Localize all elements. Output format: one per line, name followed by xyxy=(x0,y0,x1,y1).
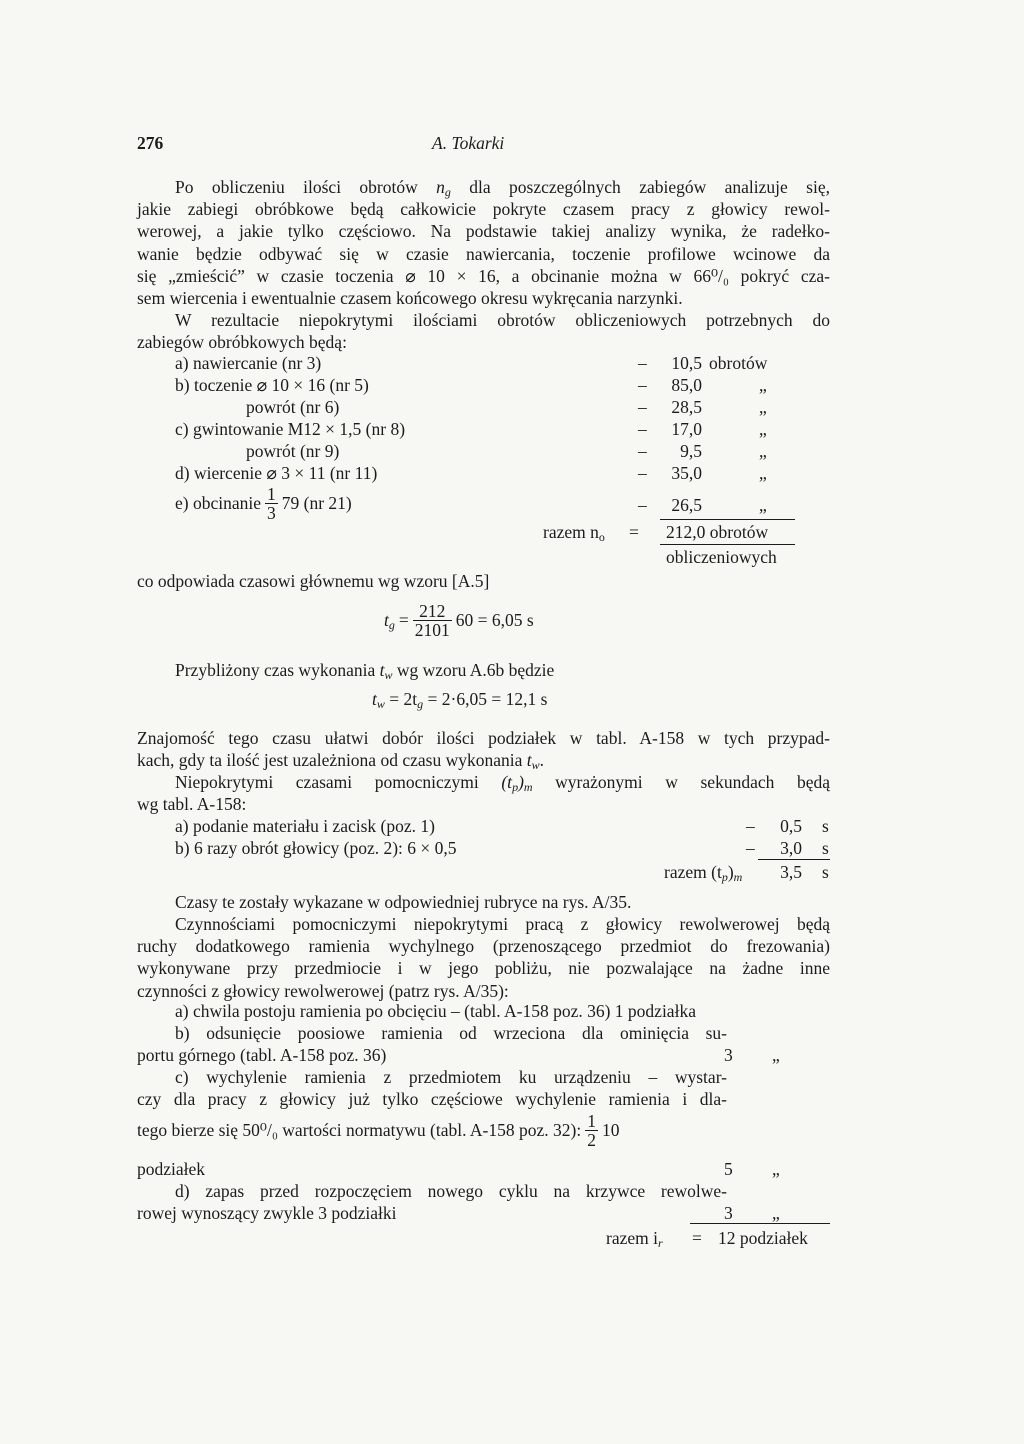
text-line: wykonywane przy przedmiocie i w jego pobliżu, nie pozwalające na żadne inne xyxy=(137,958,830,979)
sum-value: 12 podziałek xyxy=(718,1228,808,1248)
dash: – xyxy=(638,375,647,395)
formula-rest: = 2·6,05 = 12,1 s xyxy=(427,689,548,709)
list-item-label: powrót (nr 6) xyxy=(246,397,340,417)
math-symbol xyxy=(372,689,385,709)
formula-rest: 60 = 6,05 s xyxy=(455,610,534,631)
ditto-mark: „ xyxy=(759,419,767,439)
subscript: g xyxy=(417,697,424,711)
label-text: e) obcinanie xyxy=(175,493,261,514)
sum-label xyxy=(606,1227,663,1249)
dash: – xyxy=(638,397,647,417)
list-item-c-line1: c) wychylenie ramienia z przedmiotem ku urządzeniu – wystar- xyxy=(175,1067,727,1087)
text-line xyxy=(137,176,830,198)
fraction xyxy=(413,602,452,639)
paragraph-2 xyxy=(137,309,830,353)
unit: s xyxy=(822,862,829,882)
paragraph-7: Czasy te zostały wykazane w odpowiedniej rubryce na rys. A/35. xyxy=(175,892,632,912)
label-text: 79 (nr 21) xyxy=(281,493,352,514)
sum-value-unit: obliczeniowych xyxy=(666,547,777,567)
formula-main-time xyxy=(384,602,534,639)
value: 10,5 xyxy=(671,353,702,373)
value: 26,5 xyxy=(671,495,702,515)
list-item-label: a) podanie materiału i zacisk (poz. 1) xyxy=(175,816,435,836)
list-item-label: d) wiercenie ⌀ 3 × 11 (nr 11) xyxy=(175,463,378,483)
text-fragment: Po obliczeniu ilości obrotów xyxy=(175,177,437,197)
page-number: 276 xyxy=(137,133,164,153)
list-item-label xyxy=(175,485,352,522)
ditto-mark: „ xyxy=(772,1045,780,1065)
sum-label xyxy=(543,521,605,543)
subscript: m xyxy=(733,870,743,884)
label-text: razem n xyxy=(543,522,599,542)
sum-rule xyxy=(758,859,830,860)
list-item-c-line2: czy dla pracy z głowicy już tylko częściowe wychylenie ramienia i dla- xyxy=(137,1089,727,1109)
math-symbol: $t_w$ xyxy=(526,750,540,773)
list-item-b-line2: portu górnego (tabl. A-158 poz. 36) xyxy=(137,1045,387,1065)
text-line: sem wiercenia i ewentualnie czasem końcowego okresu wykręcania narzynki. xyxy=(137,288,683,309)
text-line: czynności z głowicy rewolwerowej (patrz rys. A/35): xyxy=(137,980,509,1001)
fraction-numerator: 1 xyxy=(587,1111,596,1131)
value: 9,5 xyxy=(680,441,702,461)
list-item-label: powrót (nr 9) xyxy=(246,441,340,461)
math-symbol xyxy=(384,609,395,631)
math-symbol: $(t_p)_m$ xyxy=(501,772,533,794)
math-symbol: $n_g$ xyxy=(436,177,451,199)
unit: obrotów xyxy=(709,353,768,373)
value: 85,0 xyxy=(671,375,702,395)
value: 3 xyxy=(724,1045,733,1065)
dash: – xyxy=(638,441,647,461)
list-item-b-line1: b) odsunięcie poosiowe ramienia od wrzeciona dla ominięcia su- xyxy=(175,1023,727,1043)
subscript: g xyxy=(388,618,395,633)
text-line: jakie zabiegi obróbkowe będą całkowicie pokryte czasem pracy z głowicy rewol- xyxy=(137,199,830,220)
paragraph-5 xyxy=(137,727,830,771)
subscript: w xyxy=(376,697,385,711)
dash: – xyxy=(638,419,647,439)
text-line: ruchy dodatkowego ramienia wychylnego (przenoszącego przedmiot do frezowania) xyxy=(137,936,830,957)
text-line: zabiegów obróbkowych będą: xyxy=(137,332,347,353)
formula-text: = 2t xyxy=(389,689,418,709)
text-line: wg tabl. A-158: xyxy=(137,794,247,815)
text-fragment: dla poszczególnych zabiegów analizuje się, xyxy=(450,177,830,197)
formula-execution-time xyxy=(372,688,547,710)
fraction-numerator: 212 xyxy=(413,602,452,621)
value: 17,0 xyxy=(671,419,702,439)
ditto-mark: „ xyxy=(772,1159,780,1179)
dash: – xyxy=(638,495,647,515)
list-item-c-line3 xyxy=(137,1112,619,1149)
dash: – xyxy=(638,463,647,483)
value: 28,5 xyxy=(671,397,702,417)
paragraph-4: Przybliżony czas wykonania $t_w$ wg wzoru A.6b będzie xyxy=(175,660,555,682)
fraction-numerator: 1 xyxy=(267,484,276,504)
fraction-denominator: 3 xyxy=(267,503,276,523)
symbol-letter: t xyxy=(384,610,389,631)
label-text: ) xyxy=(727,862,734,882)
text-line: W rezultacie niepokrytymi ilościami obrotów obliczeniowych potrzebnych do xyxy=(175,310,830,330)
value: 5 xyxy=(724,1159,733,1179)
ditto-mark: „ xyxy=(759,495,767,515)
paragraph-1 xyxy=(137,176,830,309)
text-line: Czynnościami pomocniczymi niepokrytymi pracą z głowicy rewolwerowej będą xyxy=(175,914,830,934)
paragraph-3: co odpowiada czasowi głównemu wg wzoru [A.5] xyxy=(137,571,490,591)
ditto-mark: „ xyxy=(759,397,767,417)
text-line: Znajomość tego czasu ułatwi dobór ilości podziałek w tabl. A-158 w tych przypad- xyxy=(137,728,830,748)
sum-rule xyxy=(690,1223,830,1224)
math-symbol: $t_w$ xyxy=(379,660,393,682)
sum-value: 212,0 obrotów xyxy=(666,522,769,542)
list-item-d-line1: d) zapas przed rozpoczęciem nowego cyklu na krzywce rewolwe- xyxy=(175,1181,727,1201)
value: 3,0 xyxy=(780,838,802,858)
label-text: razem i xyxy=(606,1228,658,1248)
list-item-label: b) 6 razy obrót głowicy (poz. 2): 6 × 0,5 xyxy=(175,838,457,858)
list-item-d-line2: rowej wynoszący zwykle 3 podziałki xyxy=(137,1203,397,1223)
ditto-mark: „ xyxy=(759,375,767,395)
label-text: razem (t xyxy=(664,862,722,882)
fraction xyxy=(585,1112,598,1149)
ditto-mark: „ xyxy=(759,463,767,483)
list-item-label: c) gwintowanie M12 × 1,5 (nr 8) xyxy=(175,419,406,439)
text-line: wanie będzie odbywać się w czasie nawiercania, toczenie profilowe wcinowe da xyxy=(137,243,830,264)
value: 35,0 xyxy=(671,463,702,483)
sum-underline xyxy=(660,544,795,545)
unit: s xyxy=(822,816,829,836)
fraction-denominator: 2101 xyxy=(414,620,450,640)
paragraph-8 xyxy=(137,913,830,1002)
value: 3 xyxy=(724,1203,733,1223)
subscript: p xyxy=(721,870,728,884)
text-line: kach, gdy ta ilość jest uzależniona od czasu wykonania $t_w$. xyxy=(137,750,544,773)
label-text: 10 xyxy=(601,1120,620,1141)
ditto-mark: „ xyxy=(772,1203,780,1223)
fraction xyxy=(265,485,278,522)
fraction-denominator: 2 xyxy=(587,1130,596,1150)
subscript: o xyxy=(598,530,605,544)
dash: – xyxy=(638,353,647,373)
text-line: Niepokrytymi czasami pomocniczymi $(t_p)_m$ wyrażonymi w sekundach będą xyxy=(175,772,830,794)
sum-rule xyxy=(660,519,795,520)
dash: – xyxy=(746,838,755,858)
unit: s xyxy=(822,838,829,858)
equals-sign: = xyxy=(692,1228,702,1248)
text-line: werowej, a jakie tylko częściowo. Na podstawie takiej analizy wynika, że radełko- xyxy=(137,221,830,242)
text-line: się „zmieścić” w czasie toczenia ⌀ 10 × 16, a obcinanie można w 66⁰/₀ pokryć cza- xyxy=(137,265,830,286)
value: 0,5 xyxy=(780,816,802,836)
ditto-mark: „ xyxy=(759,441,767,461)
symbol-letter: t xyxy=(372,689,377,709)
list-item-label: b) toczenie ⌀ 10 × 16 (nr 5) xyxy=(175,375,369,395)
list-item-c-line4: podziałek xyxy=(137,1159,206,1179)
dash: – xyxy=(746,816,755,836)
label-text: tego bierze się 50⁰/₀ wartości normatywu (tabl. A-158 poz. 32): xyxy=(137,1120,582,1141)
paragraph-6 xyxy=(137,771,830,815)
equals-sign: = xyxy=(398,610,409,631)
list-item-label: a) nawiercanie (nr 3) xyxy=(175,353,322,373)
sum-label xyxy=(664,861,742,883)
subscript: r xyxy=(657,1236,663,1250)
equals-sign: = xyxy=(629,522,639,542)
list-item-a: a) chwila postoju ramienia po obcięciu – (tabl. A-158 poz. 36) 1 podziałka xyxy=(175,1001,696,1021)
running-title: A. Tokarki xyxy=(432,133,505,153)
sum-value: 3,5 xyxy=(780,862,802,882)
